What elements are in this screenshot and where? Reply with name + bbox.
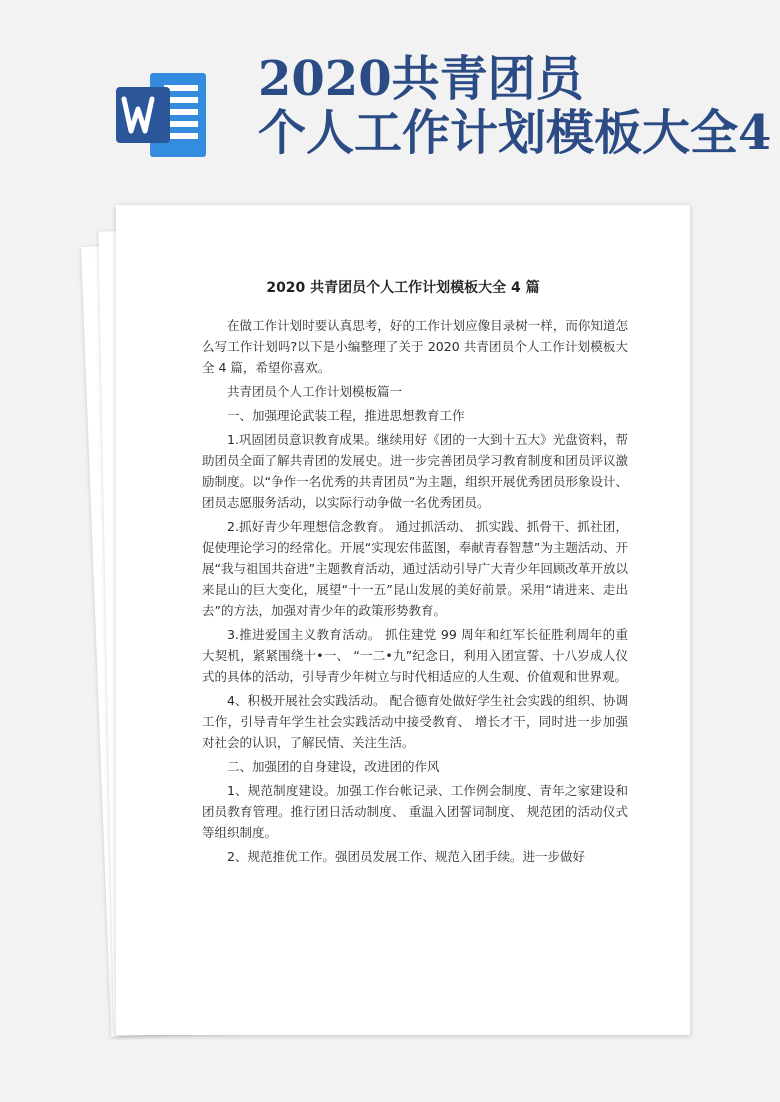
paragraph: 4、积极开展社会实践活动。 配合德育处做好学生社会实践的组织、协调工作，引导青年学生社会实践活动中接受教育、 增长才干，同时进一步加强对社会的认识，了解民情、关注生活。	[202, 693, 628, 750]
paragraph: 1、规范制度建设。加强工作台帐记录、工作例会制度、青年之家建设和团员教育管理。推行团日活动制度、 重温入团誓词制度、 规范团的活动仪式等组织制度。	[202, 783, 628, 840]
section-heading: 二、加强团的自身建设，改进团的作风	[227, 759, 440, 774]
paragraph: 2、规范推优工作。强团员发展工作、规范入团手续。进一步做好	[227, 849, 585, 864]
paragraph: 2.抓好青少年理想信念教育。 通过抓活动、 抓实践、抓骨干、抓社团，促使理论学习的经常化。开展“实现宏伟蓝图，奉献青春智慧”为主题活动、开展“我与祖国共奋进”主题教育活动，通过活动引导广大青少年回顾改革开放以来昆山的巨大变化，展望“十一五”昆山发展的美好前景。采用“请进来、走出去”的方法，加强对青少年的政策形势教育。	[202, 519, 628, 618]
document-body	[202, 315, 628, 870]
banner-title-line1: 2020共青团员	[258, 52, 584, 107]
section-heading: 共青团员个人工作计划模板篇一	[227, 384, 403, 399]
banner-title-line2: 个人工作计划模板大全4	[258, 105, 772, 160]
document-title: 2020 共青团员个人工作计划模板大全 4 篇	[266, 280, 540, 296]
paragraph-intro: 在做工作计划时要认真思考，好的工作计划应像目录树一样，而你知道怎么写工作计划吗?以下是小编整理了关于 2020 共青团员个人工作计划模板大全 4 篇，希望你喜欢。	[202, 318, 628, 375]
section-heading: 一、加强理论武装工程，推进思想教育工作	[227, 408, 465, 423]
paragraph: 1.巩固团员意识教育成果。继续用好《团的一大到十五大》光盘资料，帮助团员全面了解共青团的发展史。进一步完善团员学习教育制度和团员评议激励制度。以“争作一名优秀的共青团员”为主题，组织开展优秀团员形象设计、团员志愿服务活动，以实际行动争做一名优秀团员。	[202, 432, 628, 510]
document-page	[116, 205, 690, 1035]
paragraph: 3.推进爱国主义教育活动。 抓住建党 99 周年和红军长征胜利周年的重大契机，紧紧围绕十•一、 “一二•九”纪念日，利用入团宣誓、十八岁成人仪式的具体的活动，引导青少年树立与时代相适应的人生观、价值观和世界观。	[202, 627, 628, 684]
